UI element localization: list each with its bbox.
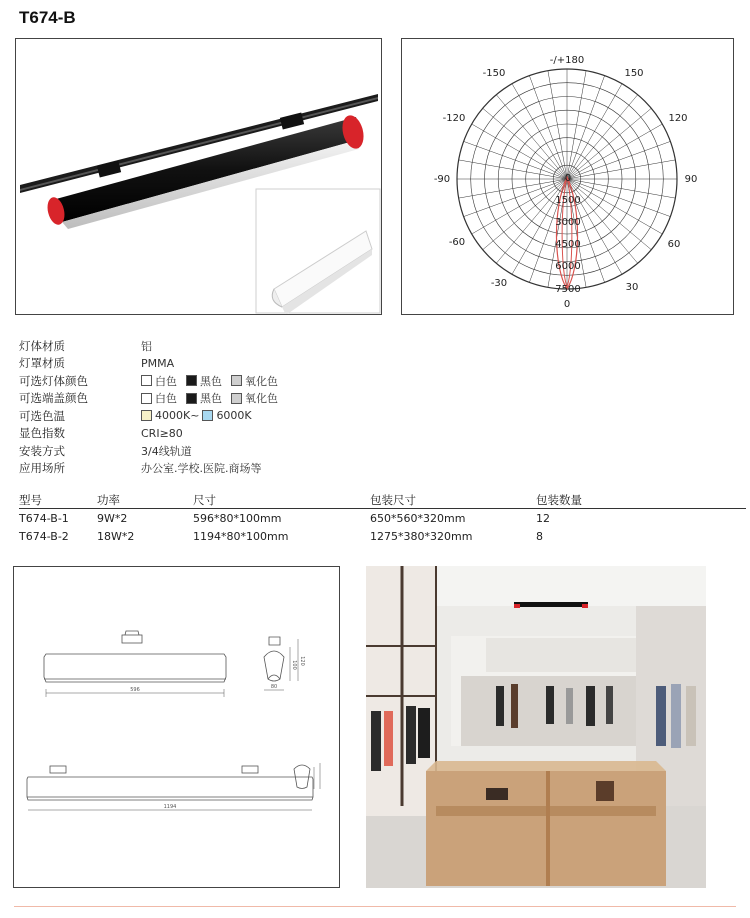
fixture-side-view-short <box>44 654 226 682</box>
spec-label: 显色指数 <box>19 426 65 441</box>
dim-596: 596 <box>130 687 140 693</box>
spec-row-body-color <box>19 372 278 390</box>
spec-row-cri <box>19 425 278 443</box>
cell-power: 18W*2 <box>97 529 135 543</box>
swatch-4000k <box>141 410 152 421</box>
spec-row-cap-color <box>19 390 278 408</box>
adapter-shape-right <box>242 766 258 773</box>
option-label: 白色 <box>155 374 177 388</box>
spec-label: 可选灯体颜色 <box>19 373 88 388</box>
option-label: 黑色 <box>200 374 222 388</box>
dim-80: 80 <box>270 684 278 690</box>
angle-label-p90: 90 <box>684 174 698 185</box>
angle-label-p120: 120 <box>668 113 688 124</box>
swatch-white <box>141 393 152 404</box>
cell-power: 9W*2 <box>97 511 128 525</box>
option-label: 白色 <box>155 392 177 406</box>
polar-chart <box>402 39 734 315</box>
cell-package-qty: 12 <box>536 511 550 525</box>
swatch-white <box>141 375 152 386</box>
technical-drawing <box>13 566 340 888</box>
cell-model: T674-B-2 <box>19 529 69 543</box>
angle-label-p150: 150 <box>624 68 644 79</box>
swatch-anodized <box>231 393 242 404</box>
dim-120: 120 <box>299 656 305 666</box>
swatch-anodized <box>231 375 242 386</box>
cell-package-size: 1275*380*320mm <box>370 529 473 543</box>
cell-model: T674-B-1 <box>19 511 69 525</box>
header-package-size: 包装尺寸 <box>370 492 416 507</box>
spec-row-shade-material <box>19 355 278 373</box>
spec-label: 安装方式 <box>19 443 65 458</box>
header-power: 功率 <box>97 492 120 507</box>
color-options <box>141 373 278 389</box>
radial-label-6000: 6000 <box>555 261 581 272</box>
swatch-6000k <box>202 410 213 421</box>
angle-label-m120: -120 <box>442 113 466 124</box>
radial-label-4500: 4500 <box>555 239 581 250</box>
spec-row-application <box>19 460 278 478</box>
footer-divider <box>14 906 736 907</box>
angle-label-m30: -30 <box>490 278 508 289</box>
application-photo <box>366 566 706 888</box>
cell-size: 1194*80*100mm <box>193 529 289 543</box>
swatch-black <box>186 375 197 386</box>
track-light-in-scene <box>514 602 588 607</box>
angle-label-180: -/+180 <box>549 55 585 66</box>
table-header <box>19 491 746 509</box>
option-label: 氧化色 <box>245 392 278 406</box>
spec-value: 铝 <box>141 339 152 353</box>
header-model: 型号 <box>19 492 42 507</box>
radial-label-3000: 3000 <box>555 217 581 228</box>
spec-row-installation <box>19 442 278 460</box>
dim-100: 100 <box>291 660 297 670</box>
angle-label-p60: 60 <box>667 239 681 250</box>
header-size: 尺寸 <box>193 492 216 507</box>
model-table <box>19 491 746 545</box>
spec-label: 灯罩材质 <box>19 356 65 371</box>
cell-size: 596*80*100mm <box>193 511 282 525</box>
spec-label: 可选端盖颜色 <box>19 391 88 406</box>
swatch-black <box>186 393 197 404</box>
angle-label-0: 0 <box>563 299 571 310</box>
product-title: T674-B <box>19 8 76 27</box>
angle-label-m60: -60 <box>448 237 466 248</box>
adapter-shape <box>122 635 142 643</box>
option-label: 4000K~ <box>155 409 200 423</box>
option-label: 黑色 <box>200 392 222 406</box>
product-photo <box>15 38 382 315</box>
spec-value: 3/4线轨道 <box>141 444 192 458</box>
dim-1194: 1194 <box>163 804 177 810</box>
angle-label-m90: -90 <box>433 174 451 185</box>
spec-row-body-material <box>19 337 278 355</box>
angle-label-m150: -150 <box>482 68 506 79</box>
adapter-shape-left <box>50 766 66 773</box>
spec-value: 办公室.学校.医院.商场等 <box>141 462 262 476</box>
polar-light-distribution <box>401 38 734 315</box>
option-label: 6000K <box>216 409 252 423</box>
cct-options <box>141 409 252 422</box>
spec-list <box>19 337 278 477</box>
fixture-side-view-long <box>27 777 313 800</box>
spec-label: 应用场所 <box>19 461 65 476</box>
spec-row-cct <box>19 407 278 425</box>
spec-label: 灯体材质 <box>19 338 65 353</box>
spec-value: CRI≥80 <box>141 426 183 440</box>
option-label: 氧化色 <box>245 374 278 388</box>
angle-label-p30: 30 <box>625 282 639 293</box>
table-row <box>19 509 746 527</box>
cell-package-qty: 8 <box>536 529 543 543</box>
fixture-end-view <box>264 651 284 681</box>
spec-label: 可选色温 <box>19 408 65 423</box>
radial-label-7500: 7500 <box>555 284 581 295</box>
spec-value: PMMA <box>141 356 175 370</box>
radial-label-1500: 1500 <box>555 195 581 206</box>
color-options <box>141 390 278 406</box>
table-row <box>19 527 746 545</box>
cell-package-size: 650*560*320mm <box>370 511 466 525</box>
header-package-qty: 包装数量 <box>536 492 582 507</box>
radial-label-0: 0 <box>564 173 572 184</box>
